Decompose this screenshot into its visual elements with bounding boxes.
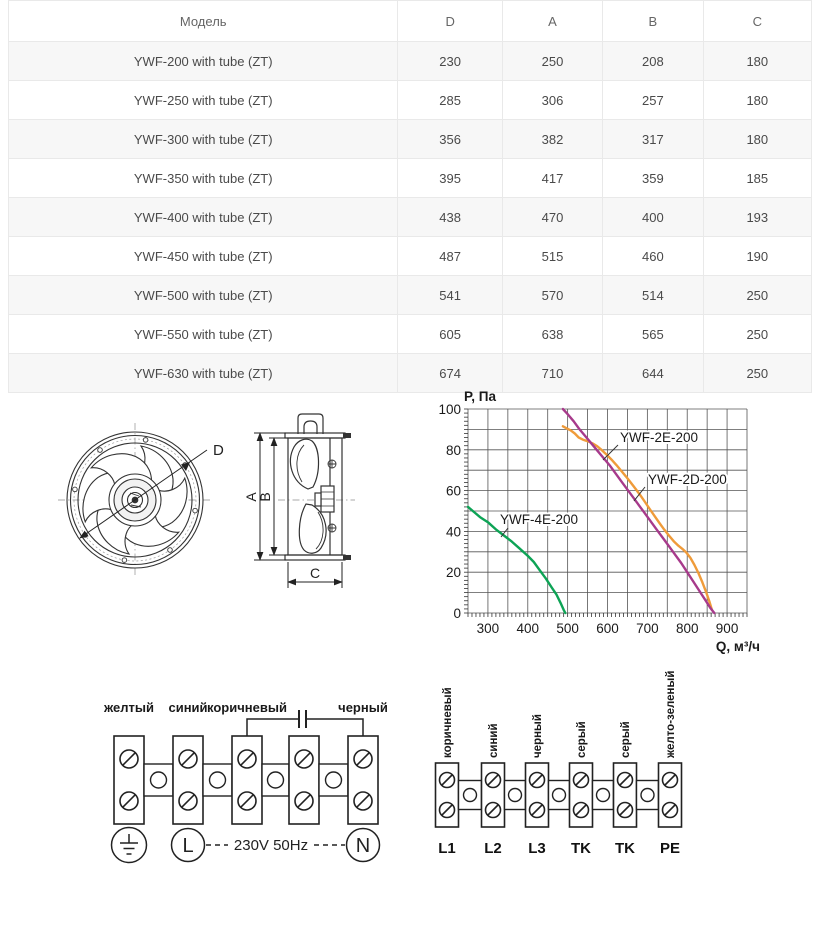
table-cell: 306 [502, 81, 602, 120]
terminal-block [436, 763, 459, 827]
terminal-link [459, 781, 482, 810]
bolt-hole [73, 487, 78, 492]
table-row [9, 237, 812, 276]
column-header: C [703, 1, 811, 42]
table-cell: 710 [502, 354, 602, 393]
table-cell: 515 [502, 237, 602, 276]
wire-color-label: черный [338, 700, 388, 715]
table-cell: YWF-630 with tube (ZT) [9, 354, 398, 393]
table-cell: 541 [398, 276, 502, 315]
bolt-hole [98, 448, 103, 453]
table-cell: 400 [603, 198, 703, 237]
series-label-text: YWF-2D-200 [648, 472, 727, 487]
table-cell: 644 [603, 354, 703, 393]
x-tick-label: 700 [636, 621, 659, 636]
terminal-link [203, 764, 232, 796]
terminal-block [482, 763, 505, 827]
series-curve [563, 426, 712, 610]
dim-label-c: C [309, 565, 321, 581]
series-label-text: YWF-2E-200 [620, 430, 699, 445]
column-header: Модель [9, 1, 398, 42]
dim-label-b: B [257, 492, 273, 502]
wiring-diagram-single-phase [95, 690, 395, 875]
table-cell: 257 [603, 81, 703, 120]
terminal-label: TK [571, 840, 591, 857]
table-row [9, 42, 812, 81]
wire-color-label: синий [168, 700, 208, 715]
table-cell: 250 [502, 42, 602, 81]
dimension-b [257, 438, 288, 555]
table-cell: 359 [603, 159, 703, 198]
terminal-label: TK [615, 840, 635, 857]
table-cell: 250 [703, 276, 811, 315]
wire-color-label: серый [576, 721, 588, 758]
table-cell: YWF-500 with tube (ZT) [9, 276, 398, 315]
link-hole [464, 789, 477, 802]
series-label [603, 430, 698, 460]
line-terminal-label: L [182, 835, 194, 857]
link-hole [597, 789, 610, 802]
terminal-block [232, 736, 262, 824]
table-cell: 565 [603, 315, 703, 354]
link-hole [641, 789, 654, 802]
ground-icon [112, 828, 147, 863]
table-cell: YWF-350 with tube (ZT) [9, 159, 398, 198]
series-label [500, 512, 578, 537]
link-hole [326, 772, 342, 788]
table-row [9, 81, 812, 120]
table-cell: YWF-400 with tube (ZT) [9, 198, 398, 237]
x-tick-label: 500 [556, 621, 579, 636]
fan-technical-drawing [40, 390, 360, 650]
bolt-hole [168, 548, 173, 553]
terminal-link [549, 781, 570, 810]
y-tick-label: 80 [445, 442, 461, 458]
table-cell: 514 [603, 276, 703, 315]
table-cell: 208 [603, 42, 703, 81]
table-row [9, 315, 812, 354]
terminal-block [526, 763, 549, 827]
table-cell: 180 [703, 120, 811, 159]
x-tick-label: 800 [675, 621, 699, 636]
table-row [9, 159, 812, 198]
table-row [9, 198, 812, 237]
table-cell: 193 [703, 198, 811, 237]
wire-color-label: синий [488, 723, 500, 758]
dimension-c [288, 562, 342, 588]
wire-color-label: серый [620, 721, 632, 758]
table-header-row [9, 1, 812, 42]
line-terminal-icon [172, 829, 205, 862]
terminal-label: L1 [438, 840, 456, 857]
series-label [634, 472, 727, 501]
terminal-link [319, 764, 348, 796]
terminal-block [659, 763, 682, 827]
table-cell: 185 [703, 159, 811, 198]
terminal-link [262, 764, 289, 796]
bolt-hole [193, 508, 198, 513]
table-cell: 417 [502, 159, 602, 198]
terminal-link [144, 764, 173, 796]
terminal-label: PE [659, 840, 681, 857]
terminal-link [593, 781, 614, 810]
table-cell: 180 [703, 42, 811, 81]
link-hole [553, 789, 566, 802]
terminal-block [289, 736, 319, 824]
table-cell: 395 [398, 159, 502, 198]
terminal-block [114, 736, 144, 824]
terminal-link [505, 781, 526, 810]
y-tick-label: 20 [445, 565, 461, 581]
neutral-terminal-icon [347, 829, 380, 862]
y-tick-label: 100 [438, 402, 461, 417]
bolt-hole [122, 558, 127, 563]
link-hole [268, 772, 284, 788]
y-tick-label: 0 [453, 606, 461, 621]
wire-color-label: черный [532, 714, 544, 758]
wire-color-label: желто-зеленый [665, 670, 677, 758]
dimensions-table-wrap [0, 0, 820, 393]
table-cell: YWF-300 with tube (ZT) [9, 120, 398, 159]
table-cell: 605 [398, 315, 502, 354]
x-tick-label: 300 [476, 621, 500, 636]
terminal-label: L2 [484, 840, 502, 857]
series-label-text: YWF-4E-200 [500, 512, 579, 527]
table-cell: 285 [398, 81, 502, 120]
performance-chart [430, 385, 820, 660]
dim-label-d: D [213, 442, 224, 459]
table-cell: 460 [603, 237, 703, 276]
table-cell: 180 [703, 81, 811, 120]
terminal-label: L3 [528, 840, 546, 857]
dim-label-a: A [243, 492, 259, 502]
table-row [9, 120, 812, 159]
dimensions-table [8, 0, 812, 393]
table-cell: 487 [398, 237, 502, 276]
link-hole [509, 789, 522, 802]
table-cell: 250 [703, 315, 811, 354]
fan-side-view [278, 414, 355, 560]
wiring-diagram-three-phase [425, 670, 710, 865]
table-cell: 382 [502, 120, 602, 159]
column-header: D [398, 1, 502, 42]
wire-color-label: коричневый [442, 687, 454, 758]
terminal-block [570, 763, 593, 827]
y-tick-label: 40 [445, 524, 461, 540]
table-cell: 230 [398, 42, 502, 81]
table-cell: 356 [398, 120, 502, 159]
terminal-link [637, 781, 659, 810]
table-cell: 317 [603, 120, 703, 159]
link-hole [210, 772, 226, 788]
chart-grid [468, 409, 747, 613]
table-cell: 570 [502, 276, 602, 315]
table-cell: 470 [502, 198, 602, 237]
column-header: A [502, 1, 602, 42]
wire-color-label: желтый [104, 700, 154, 715]
terminal-block [614, 763, 637, 827]
terminal-block [173, 736, 203, 824]
table-cell: YWF-550 with tube (ZT) [9, 315, 398, 354]
table-row [9, 276, 812, 315]
table-cell: 250 [703, 354, 811, 393]
table-cell: 190 [703, 237, 811, 276]
bolt-hole [143, 438, 148, 443]
neutral-terminal-label: N [355, 835, 371, 857]
table-cell: YWF-250 with tube (ZT) [9, 81, 398, 120]
link-hole [151, 772, 167, 788]
terminal-block [348, 736, 378, 824]
x-tick-label: 900 [715, 621, 739, 636]
y-tick-label: 60 [445, 483, 461, 499]
wire-color-label: коричневый [207, 700, 287, 715]
x-tick-label: 600 [596, 621, 619, 636]
table-cell: YWF-450 with tube (ZT) [9, 237, 398, 276]
x-axis-title: Q, м³/ч [715, 639, 760, 654]
table-cell: 638 [502, 315, 602, 354]
x-tick-label: 400 [516, 621, 540, 636]
column-header: B [603, 1, 703, 42]
mounting-tab [298, 414, 323, 434]
y-axis-title: P, Па [464, 389, 496, 404]
table-cell: 438 [398, 198, 502, 237]
voltage-label: 230V 50Hz [233, 837, 309, 854]
table-cell: YWF-200 with tube (ZT) [9, 42, 398, 81]
table-cell: 674 [398, 354, 502, 393]
